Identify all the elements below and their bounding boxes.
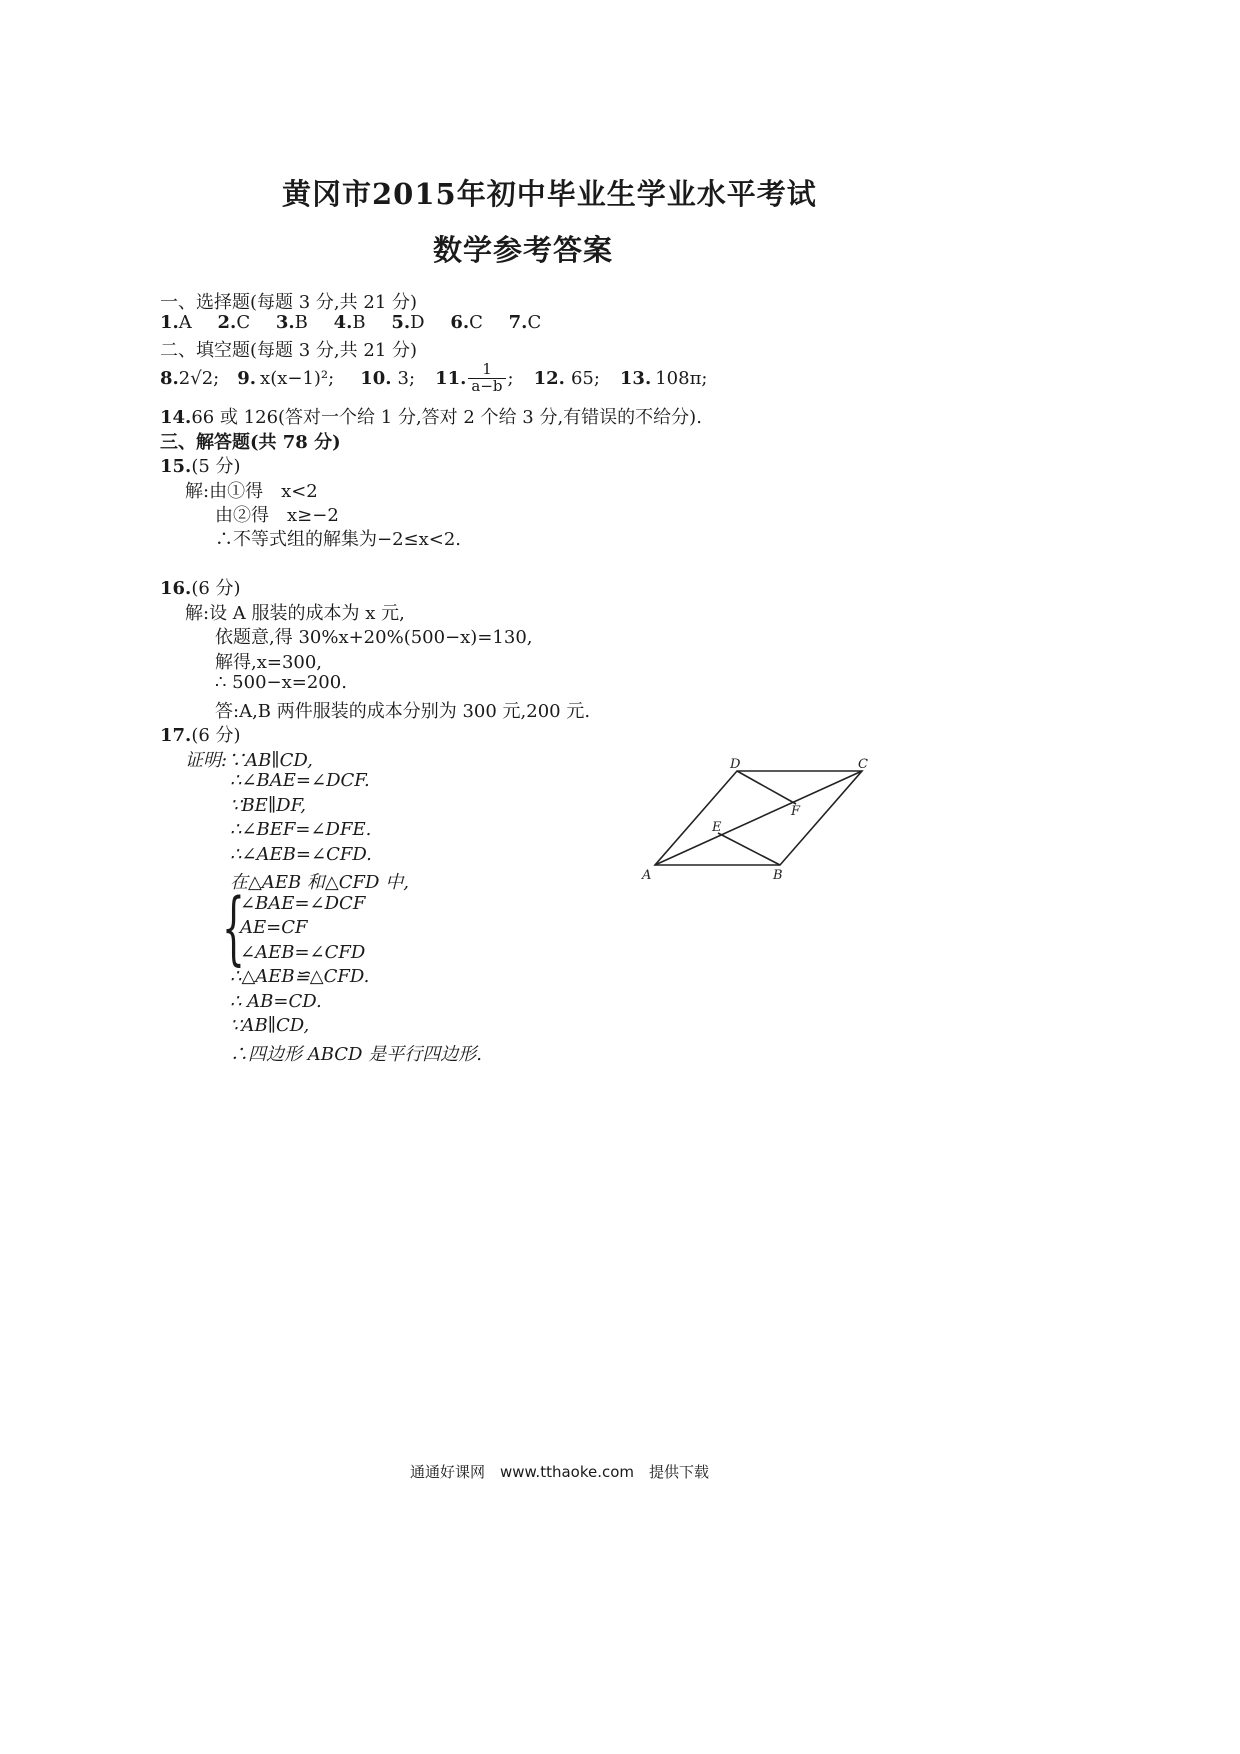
segment-df xyxy=(737,771,796,804)
label-e: E xyxy=(712,820,722,835)
q17-line: ∠BAE=∠DCF xyxy=(240,893,366,914)
q8-answer: 2√2; xyxy=(178,367,220,389)
answer-value: C xyxy=(527,312,542,333)
label-b: B xyxy=(773,868,783,883)
label-d: D xyxy=(730,757,741,772)
section-2-heading: 二、填空题(每题 3 分,共 21 分) xyxy=(160,340,418,361)
section-3-heading: 三、解答题(共 78 分) xyxy=(160,432,341,453)
answer-num: 5. xyxy=(391,312,411,333)
q16-score: (6 分) xyxy=(191,578,241,599)
answer-num: 2. xyxy=(217,312,237,333)
q17-line: ∴∠AEB=∠CFD. xyxy=(230,844,372,865)
q9-num: 9. xyxy=(237,367,257,389)
q13-answer: 108π; xyxy=(655,367,708,389)
q14-num: 14. xyxy=(160,407,192,428)
q10-num: 10. xyxy=(360,367,392,389)
q15-num: 15. xyxy=(160,456,192,477)
q17-line: ∴△AEB≌△CFD. xyxy=(230,966,370,987)
q17-line: 在△AEB 和△CFD 中, xyxy=(230,872,409,893)
q8-num: 8. xyxy=(160,367,179,389)
answer-num: 6. xyxy=(450,312,470,333)
page-subtitle: 数学参考答案 xyxy=(433,233,614,267)
q17-line: ∵BE∥DF, xyxy=(230,795,306,816)
q9-answer: x(x−1)²; xyxy=(260,367,335,389)
q13-num: 13. xyxy=(619,367,652,389)
q17-line: ∠AEB=∠CFD xyxy=(240,942,366,963)
q17-line: ∴∠BAE=∠DCF. xyxy=(230,770,370,791)
answer-num: 4. xyxy=(333,312,353,333)
answer-num: 1. xyxy=(160,312,179,333)
answer-value: D xyxy=(410,312,425,333)
section-1-heading: 一、选择题(每题 3 分,共 21 分) xyxy=(160,292,418,313)
q17-line: ∵AB∥CD, xyxy=(230,1015,310,1036)
q15-line: ∴不等式组的解集为−2≤x<2. xyxy=(215,529,462,550)
q12-num: 12. xyxy=(533,367,565,389)
page-title: 黄冈市2015年初中毕业生学业水平考试 xyxy=(282,177,817,211)
q17-score: (6 分) xyxy=(191,725,241,746)
segment-be xyxy=(718,833,780,865)
q16-line: 解:设 A 服装的成本为 x 元, xyxy=(185,603,405,624)
q17-line: ∴∠BEF=∠DFE. xyxy=(230,819,372,840)
answer-value: C xyxy=(469,312,483,333)
q16-line: 解得,x=300, xyxy=(215,652,323,673)
footer-note: 通通好课网 www.tthaoke.com 提供下载 xyxy=(410,1463,710,1481)
q16-line: 依题意,得 30%x+20%(500−x)=130, xyxy=(215,627,533,648)
q16-line: 答:A,B 两件服装的成本分别为 300 元,200 元. xyxy=(215,701,591,722)
label-a: A xyxy=(642,868,652,883)
q11-tail: ; xyxy=(507,367,514,389)
diagonal-ac xyxy=(655,771,862,865)
q11-numerator: 1 xyxy=(468,362,505,379)
answer-value: C xyxy=(236,312,251,333)
q12-answer: 65; xyxy=(570,367,600,389)
q15-line: 由②得 x≥−2 xyxy=(215,505,339,526)
label-f: F xyxy=(791,804,801,819)
q17-num: 17. xyxy=(160,725,192,746)
q14-answer: 66 或 126(答对一个给 1 分,答对 2 个给 3 分,有错误的不给分). xyxy=(191,407,702,428)
system-brace: { xyxy=(222,881,245,974)
answer-value: A xyxy=(178,312,192,333)
answer-num: 7. xyxy=(508,312,528,333)
q16-line: ∴ 500−x=200. xyxy=(215,672,347,693)
q15-line: 解:由①得 x<2 xyxy=(185,481,318,502)
q16-num: 16. xyxy=(160,578,192,599)
answer-value: B xyxy=(352,312,366,333)
q15-score: (5 分) xyxy=(191,456,241,477)
answer-num: 3. xyxy=(275,312,295,333)
q11-denominator: a−b xyxy=(471,376,503,395)
label-c: C xyxy=(858,757,868,772)
q17-line: ∴四边形 ABCD 是平行四边形. xyxy=(230,1044,482,1065)
q17-line: 证明:∵AB∥CD, xyxy=(185,750,313,771)
q17-line: ∴ AB=CD. xyxy=(230,991,322,1012)
q17-line: AE=CF xyxy=(240,917,308,938)
q10-answer: 3; xyxy=(397,367,416,389)
answer-value: B xyxy=(294,312,308,333)
q11-num: 11. xyxy=(435,367,467,389)
